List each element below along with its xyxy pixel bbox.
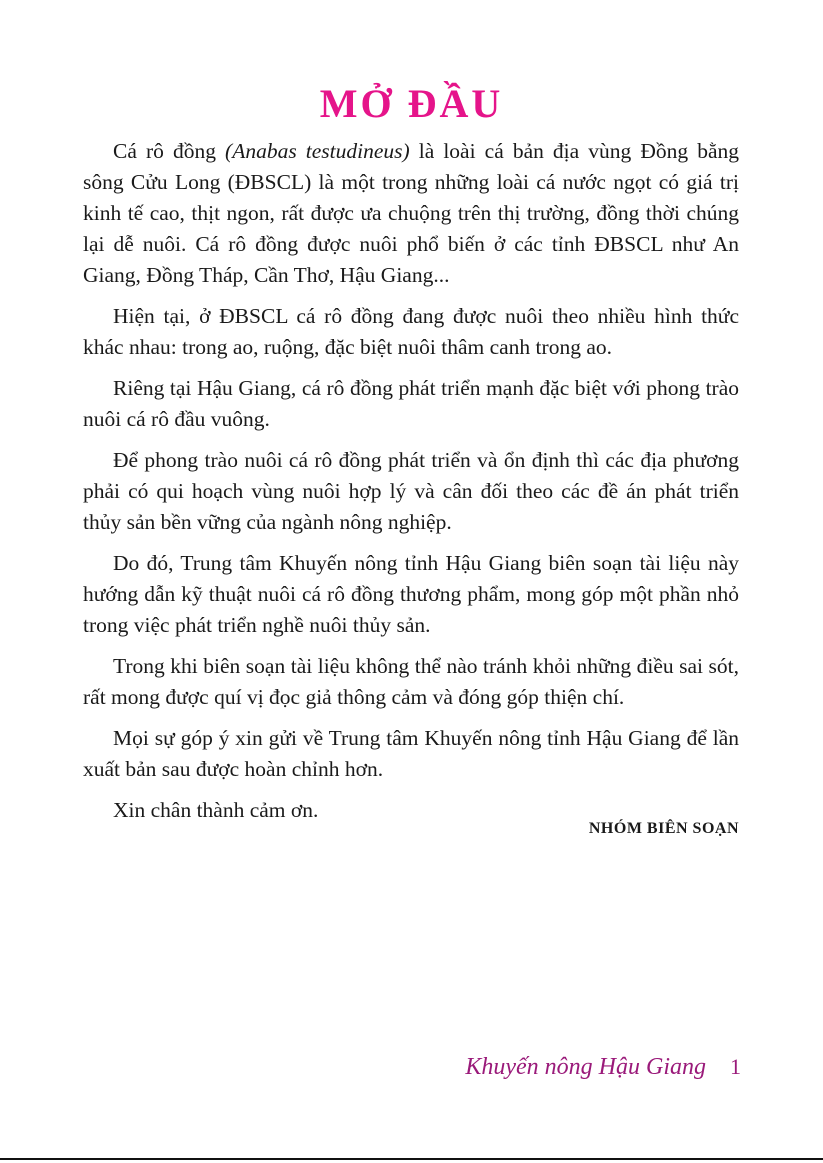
- bottom-divider: [0, 1158, 823, 1160]
- scientific-name: (Anabas testudineus): [225, 139, 410, 163]
- footer-title: Khuyến nông Hậu Giang: [465, 1054, 706, 1080]
- paragraph-5: Do đó, Trung tâm Khuyến nông tỉnh Hậu Giang biên soạn tài liệu này hướng dẫn kỹ thuật nuôi cá rô đồng thương phẩm, mong góp một phần nhỏ trong việc phát triển nghề nuôi thủy sản.: [83, 551, 739, 637]
- signature: NHÓM BIÊN SOẠN: [588, 820, 739, 837]
- page-footer: [465, 1054, 741, 1081]
- page-title: MỞ ĐẦU: [319, 81, 504, 126]
- body-text: [83, 136, 739, 836]
- paragraph-8: Xin chân thành cảm ơn.: [113, 798, 319, 822]
- paragraph-3: Riêng tại Hậu Giang, cá rô đồng phát triển mạnh đặc biệt với phong trào nuôi cá rô đầu vuông.: [83, 376, 739, 431]
- page-number: 1: [730, 1054, 741, 1079]
- paragraph-6: Trong khi biên soạn tài liệu không thể nào tránh khỏi những điều sai sót, rất mong được quí vị đọc giả thông cảm và đóng góp thiện chí.: [83, 654, 739, 709]
- paragraph-1: [83, 136, 739, 291]
- paragraph-2: Hiện tại, ở ĐBSCL cá rô đồng đang được nuôi theo nhiều hình thức khác nhau: trong ao, ruộng, đặc biệt nuôi thâm canh trong ao.: [83, 304, 739, 359]
- paragraph-4: Để phong trào nuôi cá rô đồng phát triển và ổn định thì các địa phương phải có qui hoạch vùng nuôi hợp lý và cân đối theo các đề án phát triển thủy sản bền vững của ngành nông nghiệp.: [83, 448, 739, 534]
- paragraph-1-after: là loài cá bản địa vùng Đồng bằng sông Cửu Long (ĐBSCL) là một trong những loài cá nước ngọt có giá trị kinh tế cao, thịt ngon, rất được ưa chuộng trên thị trường, đồng thời chúng lại dễ nuôi. Cá rô đồng được nuôi phổ biến ở các tỉnh ĐBSCL như An Giang, Đồng Tháp, Cần Thơ, Hậu Giang...: [83, 139, 739, 287]
- paragraph-1-before: Cá rô đồng: [113, 139, 226, 163]
- paragraph-7: Mọi sự góp ý xin gửi về Trung tâm Khuyến nông tỉnh Hậu Giang để lần xuất bản sau được hoàn chỉnh hơn.: [83, 726, 739, 781]
